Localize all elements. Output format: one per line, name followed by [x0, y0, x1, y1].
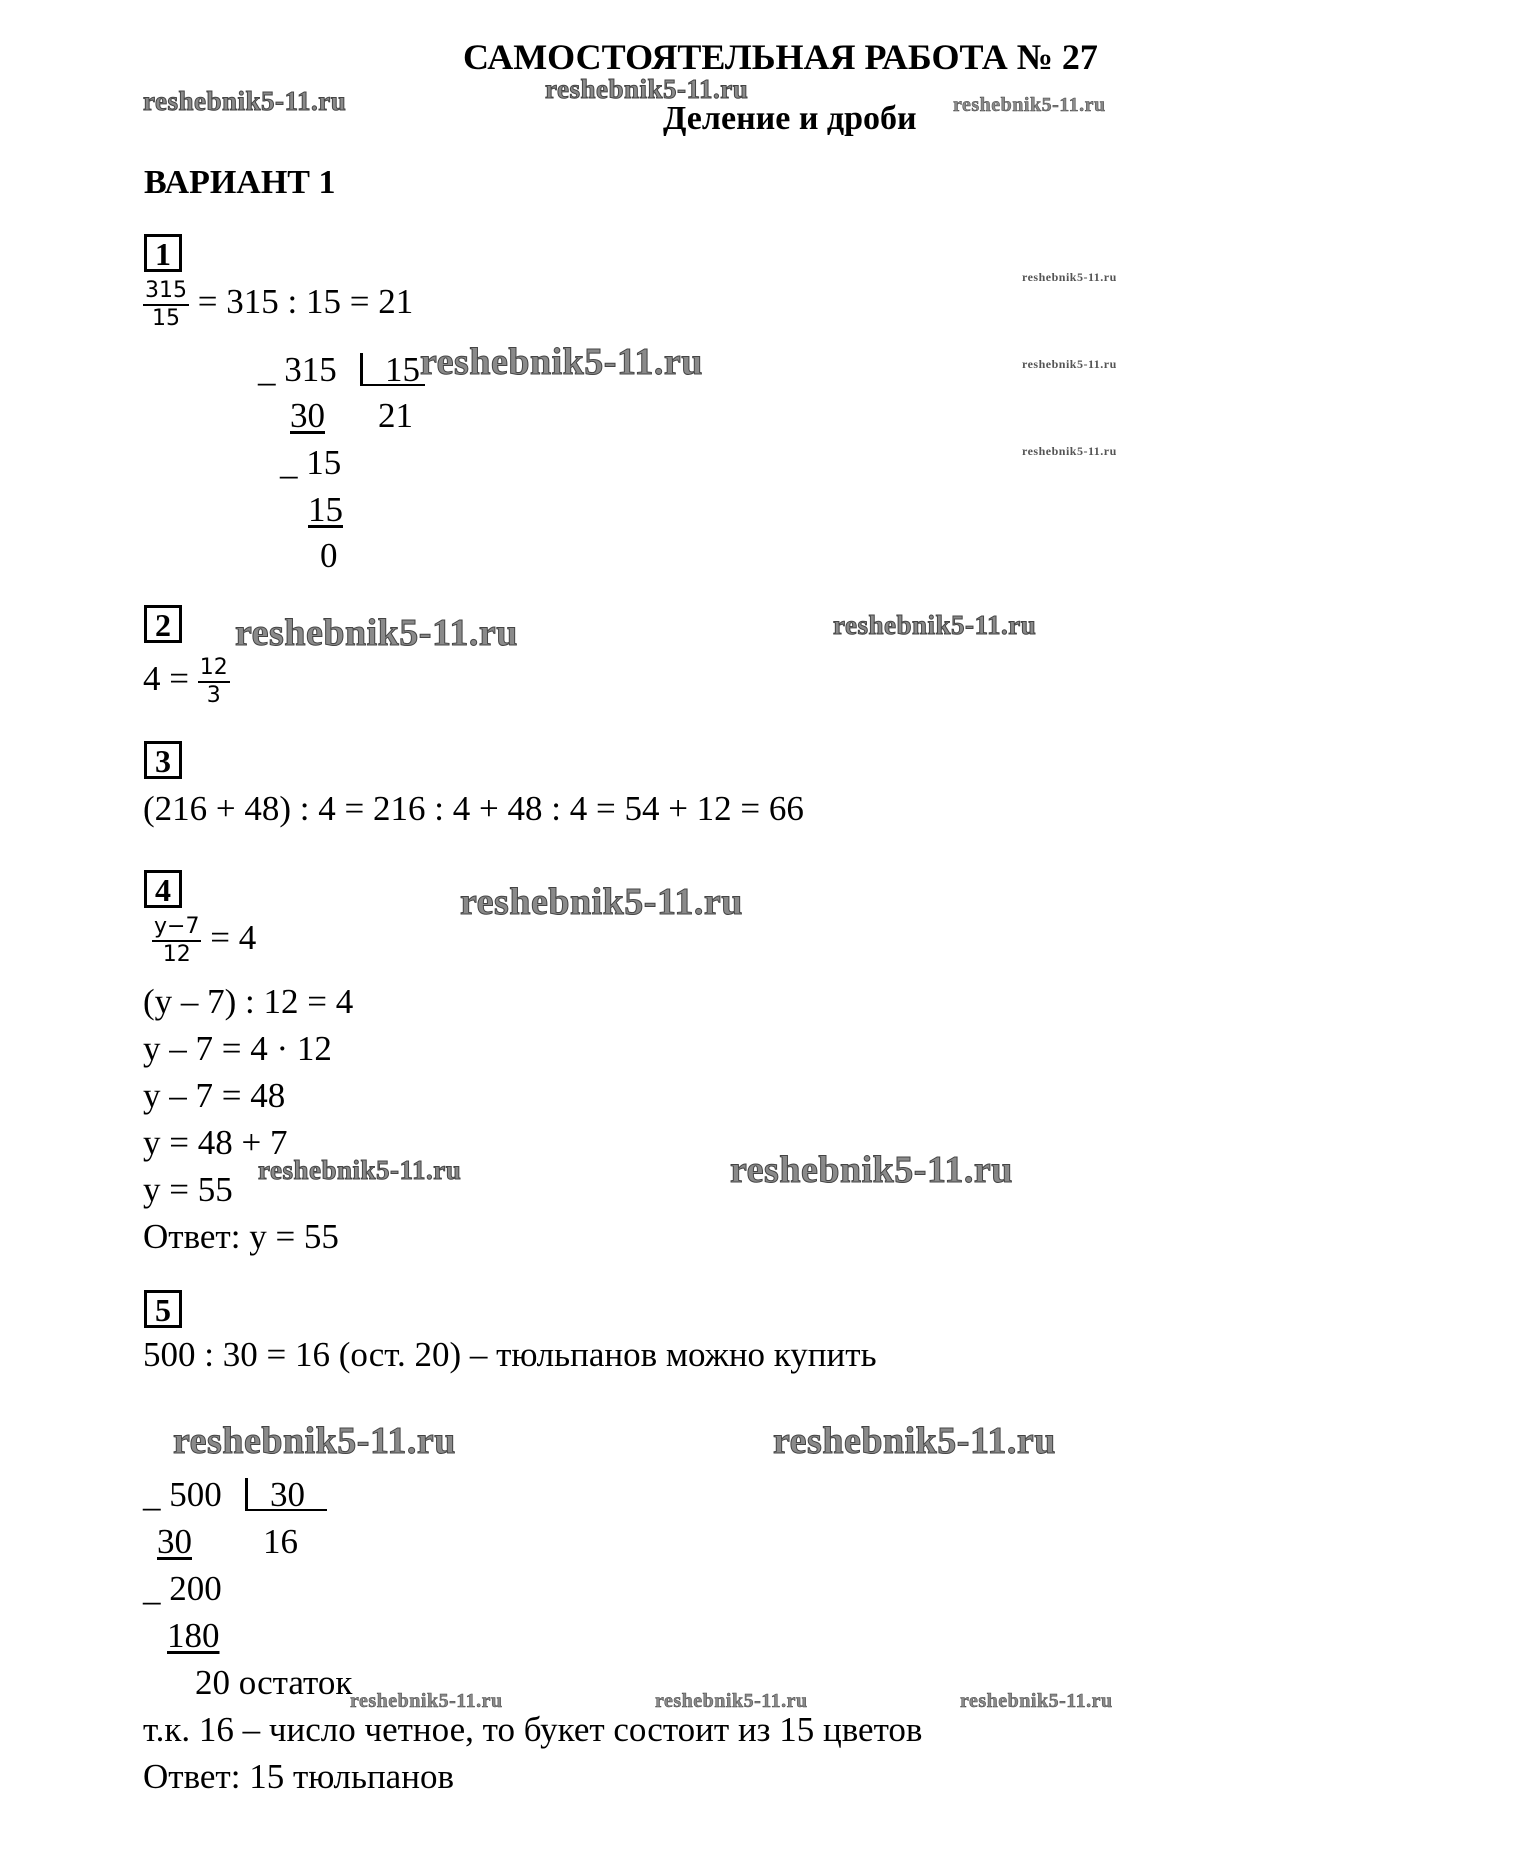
fraction — [152, 914, 201, 968]
watermark: reshebnik5-11.ru — [953, 94, 1106, 116]
equation-text: 4 = — [143, 659, 189, 699]
watermark: reshebnik5-11.ru — [773, 1420, 1056, 1462]
watermark: reshebnik5-11.ru — [460, 881, 743, 923]
watermark: reshebnik5-11.ru — [258, 1155, 462, 1185]
watermark: reshebnik5-11.ru — [545, 74, 749, 104]
solution-step: y = 48 + 7 — [143, 1123, 288, 1162]
fraction-denominator: 3 — [206, 683, 221, 708]
task-number: 1 — [144, 234, 182, 272]
watermark: reshebnik5-11.ru — [235, 612, 518, 654]
watermark: reshebnik5-11.ru — [350, 1690, 503, 1712]
watermark: reshebnik5-11.ru — [420, 341, 703, 383]
equation-text: = 4 — [210, 918, 257, 958]
page-title: САМОСТОЯТЕЛЬНАЯ РАБОТА № 27 — [463, 37, 1098, 77]
watermark: reshebnik5-11.ru — [1022, 444, 1117, 458]
task5-statement: 500 : 30 = 16 (ост. 20) – тюльпанов можно купить — [143, 1335, 877, 1374]
fraction-denominator: 15 — [152, 306, 180, 331]
task3-expression: (216 + 48) : 4 = 216 : 4 + 48 : 4 = 54 + 12 = 66 — [143, 789, 804, 828]
task-number: 2 — [144, 605, 182, 643]
division-divider-vertical — [360, 353, 363, 386]
watermark: reshebnik5-11.ru — [143, 86, 347, 116]
division-step: 15 — [308, 490, 343, 529]
task5-note: т.к. 16 – число четное, то букет состоит из 15 цветов — [143, 1710, 923, 1749]
answer-line: Ответ: 15 тюльпанов — [143, 1757, 454, 1796]
division-step: 180 — [167, 1616, 220, 1655]
task1-expression — [143, 278, 413, 332]
division-quotient: 16 — [263, 1522, 298, 1561]
watermark: reshebnik5-11.ru — [833, 610, 1037, 640]
fraction — [143, 278, 189, 332]
task-number: 5 — [144, 1290, 182, 1328]
fraction-denominator: 12 — [162, 942, 191, 967]
solution-step: y – 7 = 48 — [143, 1076, 286, 1115]
page-subtitle: Деление и дроби — [663, 100, 917, 137]
solution-step: y – 7 = 4 · 12 — [143, 1029, 332, 1068]
task2-expression — [143, 655, 230, 709]
fraction-numerator: 12 — [198, 655, 230, 683]
solution-step: y = 55 — [143, 1170, 233, 1209]
division-divider-vertical — [245, 1478, 248, 1511]
solution-step: (y – 7) : 12 = 4 — [143, 982, 354, 1021]
watermark: reshebnik5-11.ru — [730, 1149, 1013, 1191]
task4-equation — [152, 914, 256, 968]
division-step: 30 — [157, 1522, 192, 1561]
division-dividend: _ 315 — [258, 350, 337, 389]
watermark: reshebnik5-11.ru — [960, 1690, 1113, 1712]
division-step: 30 — [290, 396, 325, 435]
division-quotient: 21 — [378, 396, 413, 435]
variant-heading: ВАРИАНТ 1 — [144, 164, 336, 201]
task-number: 3 — [144, 741, 182, 779]
division-divisor: 15 — [385, 350, 420, 389]
division-remainder: 0 — [320, 536, 338, 575]
task-number: 4 — [144, 870, 182, 908]
watermark: reshebnik5-11.ru — [173, 1420, 456, 1462]
watermark: reshebnik5-11.ru — [1022, 270, 1117, 284]
fraction — [198, 655, 230, 709]
watermark: reshebnik5-11.ru — [1022, 357, 1117, 371]
fraction-numerator: 315 — [143, 278, 189, 306]
division-divisor: 30 — [270, 1475, 305, 1514]
division-step: _ 15 — [280, 443, 342, 482]
watermark: reshebnik5-11.ru — [655, 1690, 808, 1712]
answer-line: Ответ: y = 55 — [143, 1217, 339, 1256]
division-remainder: 20 остаток — [195, 1663, 353, 1702]
equation-text: = 315 : 15 = 21 — [197, 282, 414, 322]
division-step: _ 200 — [143, 1569, 222, 1608]
division-dividend: _ 500 — [143, 1475, 222, 1514]
fraction-numerator: y−7 — [152, 914, 201, 942]
